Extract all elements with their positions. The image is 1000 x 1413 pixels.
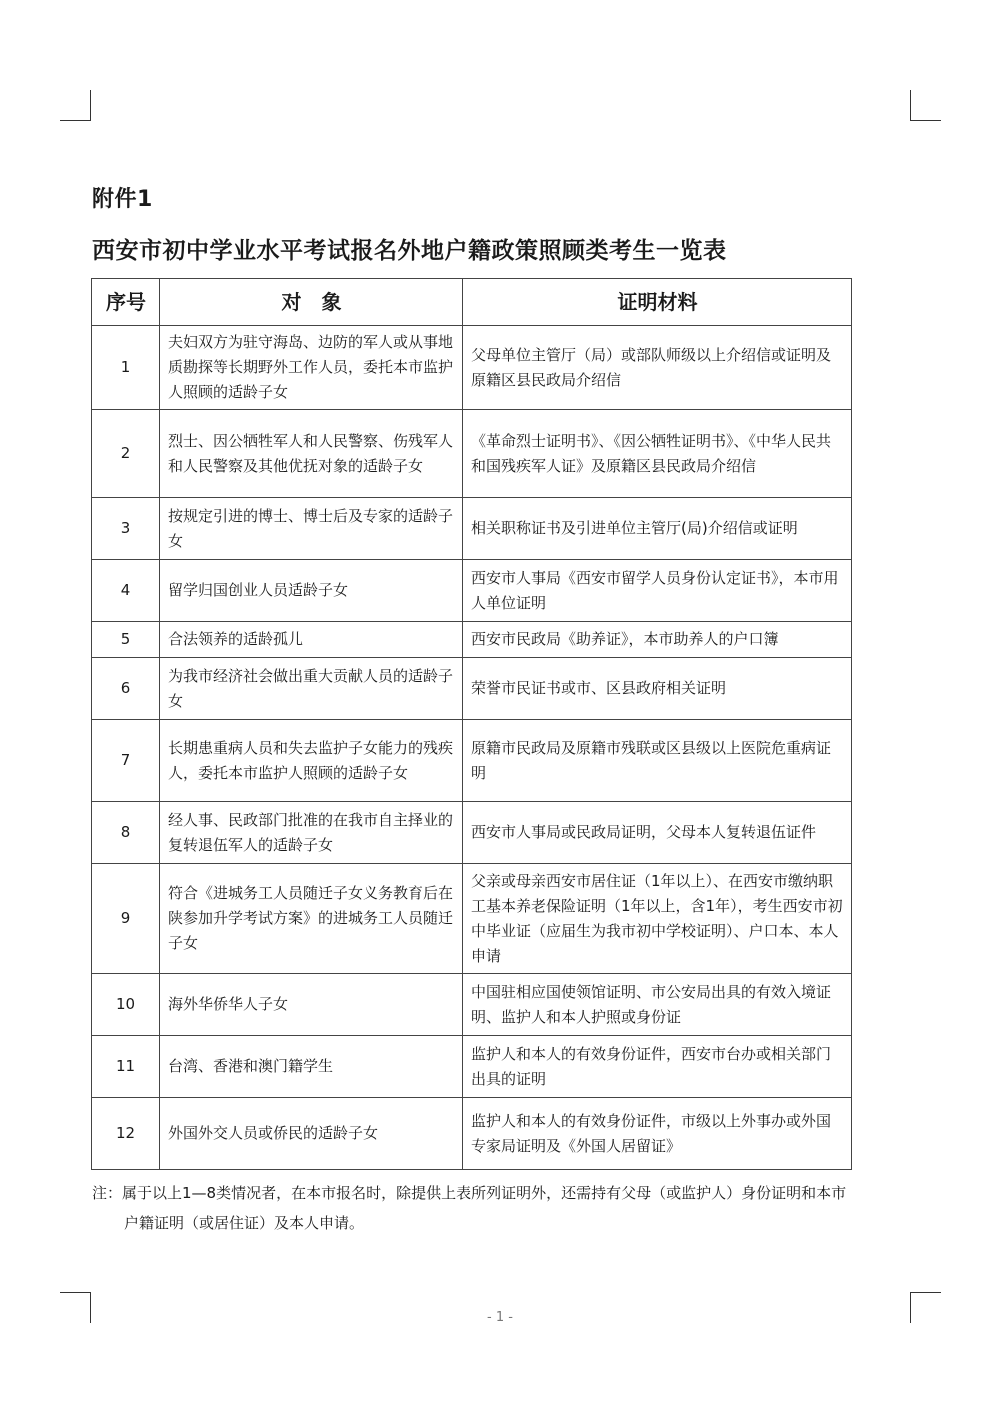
row-no: 10 xyxy=(92,974,160,1036)
row-proof: 西安市人事局《西安市留学人员身份认定证书》，本市用人单位证明 xyxy=(463,560,852,622)
row-proof: 原籍市民政局及原籍市残联或区县级以上医院危重病证明 xyxy=(463,720,852,802)
row-no: 2 xyxy=(92,410,160,498)
row-target: 合法领养的适龄孤儿 xyxy=(160,622,463,658)
table-row xyxy=(92,1036,852,1098)
row-target: 长期患重病人员和失去监护子女能力的残疾人，委托本市监护人照顾的适龄子女 xyxy=(160,720,463,802)
page-title: 西安市初中学业水平考试报名外地户籍政策照顾类考生一览表 xyxy=(92,238,727,264)
row-no: 9 xyxy=(92,864,160,974)
table-row xyxy=(92,1098,852,1170)
crop-mark-top-right xyxy=(910,90,941,121)
attachment-label: 附件1 xyxy=(92,187,153,212)
row-target: 夫妇双方为驻守海岛、边防的军人或从事地质勘探等长期野外工作人员，委托本市监护人照顾的适龄子女 xyxy=(160,326,463,410)
page-number: - 1 - xyxy=(487,1310,513,1325)
row-target: 烈士、因公牺牲军人和人民警察、伤残军人和人民警察及其他优抚对象的适龄子女 xyxy=(160,410,463,498)
footnote-line-1: 注：属于以上1—8类情况者，在本市报名时，除提供上表所列证明外，还需持有父母（或监护人）身份证明和本市 xyxy=(92,1184,847,1202)
row-no: 8 xyxy=(92,802,160,864)
row-proof: 监护人和本人的有效身份证件，西安市台办或相关部门出具的证明 xyxy=(463,1036,852,1098)
row-proof: 父亲或母亲西安市居住证（1年以上）、在西安市缴纳职工基本养老保险证明（1年以上，含1年），考生西安市初中毕业证（应届生为我市初中学校证明）、户口本、本人申请 xyxy=(463,864,852,974)
row-target: 经人事、民政部门批准的在我市自主择业的复转退伍军人的适龄子女 xyxy=(160,802,463,864)
table-row xyxy=(92,658,852,720)
row-proof: 西安市民政局《助养证》，本市助养人的户口簿 xyxy=(463,622,852,658)
header-no: 序号 xyxy=(92,279,160,326)
table-row xyxy=(92,326,852,410)
header-target: 对 象 xyxy=(160,279,463,326)
table-row xyxy=(92,410,852,498)
row-target: 为我市经济社会做出重大贡献人员的适龄子女 xyxy=(160,658,463,720)
row-proof: 《革命烈士证明书》、《因公牺牲证明书》、《中华人民共和国残疾军人证》及原籍区县民政局介绍信 xyxy=(463,410,852,498)
header-proof: 证明材料 xyxy=(463,279,852,326)
row-no: 12 xyxy=(92,1098,160,1170)
table-header-row xyxy=(92,279,852,326)
footnote xyxy=(92,1178,912,1238)
row-target: 外国外交人员或侨民的适龄子女 xyxy=(160,1098,463,1170)
row-proof: 西安市人事局或民政局证明，父母本人复转退伍证件 xyxy=(463,802,852,864)
table-row xyxy=(92,802,852,864)
row-target: 符合《进城务工人员随迁子女义务教育后在陕参加升学考试方案》的进城务工人员随迁子女 xyxy=(160,864,463,974)
row-proof: 父母单位主管厅（局）或部队师级以上介绍信或证明及原籍区县民政局介绍信 xyxy=(463,326,852,410)
footnote-line-2: 户籍证明（或居住证）及本人申请。 xyxy=(124,1214,365,1232)
row-target: 台湾、香港和澳门籍学生 xyxy=(160,1036,463,1098)
row-proof: 相关职称证书及引进单位主管厅(局)介绍信或证明 xyxy=(463,498,852,560)
policy-table xyxy=(91,278,852,1170)
table-row xyxy=(92,560,852,622)
row-no: 3 xyxy=(92,498,160,560)
row-proof: 监护人和本人的有效身份证件，市级以上外事办或外国专家局证明及《外国人居留证》 xyxy=(463,1098,852,1170)
table-row xyxy=(92,622,852,658)
row-no: 5 xyxy=(92,622,160,658)
crop-mark-top-left xyxy=(60,90,91,121)
row-no: 4 xyxy=(92,560,160,622)
row-target: 按规定引进的博士、博士后及专家的适龄子女 xyxy=(160,498,463,560)
table-row xyxy=(92,720,852,802)
row-target: 留学归国创业人员适龄子女 xyxy=(160,560,463,622)
row-no: 11 xyxy=(92,1036,160,1098)
row-proof: 荣誉市民证书或市、区县政府相关证明 xyxy=(463,658,852,720)
table-row xyxy=(92,974,852,1036)
table-row xyxy=(92,498,852,560)
row-no: 6 xyxy=(92,658,160,720)
row-proof: 中国驻相应国使领馆证明、市公安局出具的有效入境证明、监护人和本人护照或身份证 xyxy=(463,974,852,1036)
table-row xyxy=(92,864,852,974)
row-no: 7 xyxy=(92,720,160,802)
row-no: 1 xyxy=(92,326,160,410)
row-target: 海外华侨华人子女 xyxy=(160,974,463,1036)
